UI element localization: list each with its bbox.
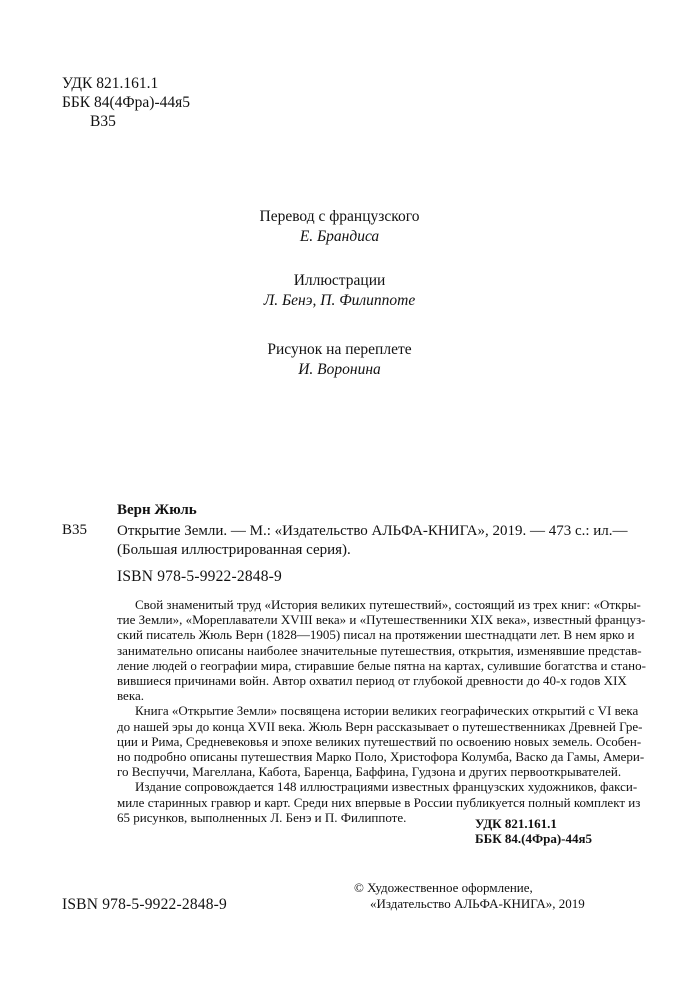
udk-code: УДК 821.161.1 xyxy=(475,816,557,831)
author-mark: В35 xyxy=(90,113,116,130)
udk-code: УДК 821.161.1 xyxy=(62,75,159,92)
annotation-line: вившиеся причинами войн. Автор охватил период от глубокой древности до 40-х годов XIX xyxy=(117,673,627,689)
bbk-code: ББК 84.(4Фра)-44я5 xyxy=(475,831,593,846)
catalog-isbn: ISBN 978-5-9922-2848-9 xyxy=(117,568,282,585)
annotation-line: ление людей о географии мира, стиравшие белые пятна на картах, сулившие богатства и стано- xyxy=(117,657,646,673)
catalog-mark: В35 xyxy=(62,522,88,538)
annotation-line: тие Земли», «Мореплаватели XVIII века» и «Путешественники XIX века», известный француз- xyxy=(117,612,646,628)
annotation-line: ции и Рима, Средневековья и эпохе великих путешествий по освоению новых земель. Особен- xyxy=(117,733,642,749)
credit-name: Л. Бенэ, П. Филиппоте xyxy=(263,292,416,309)
annotation-line: Книга «Открытие Земли» посвящена истории великих географических открытий с VI века xyxy=(135,703,639,719)
credit-name: И. Воронина xyxy=(298,361,381,378)
annotation-line: Издание сопровождается 148 иллюстрациями известных французских художников, факси- xyxy=(135,779,638,795)
annotation-line: но подробно описаны путешествия Марко Поло, Христофора Колумба, Васко да Гамы, Амери- xyxy=(117,749,645,765)
annotation-line: миле старинных гравюр и карт. Среди них впервые в России публикуется полный комплект из xyxy=(117,794,641,810)
classification-codes-bottom xyxy=(475,816,592,846)
copyright-line: © Художественное оформление, xyxy=(354,880,533,895)
credit-role: Иллюстрации xyxy=(293,272,386,289)
catalog-description xyxy=(117,522,627,560)
credit-illustrations xyxy=(0,271,679,311)
credit-cover xyxy=(0,340,679,380)
copyright-notice xyxy=(354,880,585,912)
annotation-line: 65 рисунков, выполненных Л. Бенэ и П. Филиппоте. xyxy=(117,809,407,825)
copyright-line: «Издательство АЛЬФА-КНИГА», 2019 xyxy=(370,896,585,911)
annotation-line: до нашей эры до конца XVII века. Жюль Верн рассказывает о путешественниках Древней Гре- xyxy=(117,718,643,734)
bbk-code: ББК 84(4Фра)-44я5 xyxy=(62,94,191,111)
annotation-line: занимательно описаны наиболее значительные путешествия, открытия, изменявшие представ- xyxy=(117,642,642,658)
catalog-description-line: (Большая иллюстрированная серия). xyxy=(117,542,351,558)
credit-role: Перевод с французского xyxy=(259,208,420,225)
annotation-line: Свой знаменитый труд «История великих путешествий», состоящий из трех книг: «Откры- xyxy=(135,597,641,612)
credit-name: Е. Брандиса xyxy=(299,228,380,245)
classification-codes xyxy=(62,74,190,131)
annotation-line: ский писатель Жюль Верн (1828—1905) писал на протяжении шестнадцати лет. В нем ярко и xyxy=(117,627,635,643)
catalog-description-line: Открытие Земли. — М.: «Издательство АЛЬФА-КНИГА», 2019. — 473 с.: ил.— xyxy=(117,523,628,539)
isbn-bottom: ISBN 978-5-9922-2848-9 xyxy=(62,896,227,913)
annotation xyxy=(117,597,646,825)
annotation-line: го Веспуччи, Магеллана, Кабота, Баренца, Баффина, Гудзона и других первооткрывателей. xyxy=(117,764,622,780)
annotation-line: века. xyxy=(117,688,144,704)
catalog-author: Верн Жюль xyxy=(117,502,197,518)
credit-role: Рисунок на переплете xyxy=(267,341,412,358)
credit-translation xyxy=(0,207,679,247)
